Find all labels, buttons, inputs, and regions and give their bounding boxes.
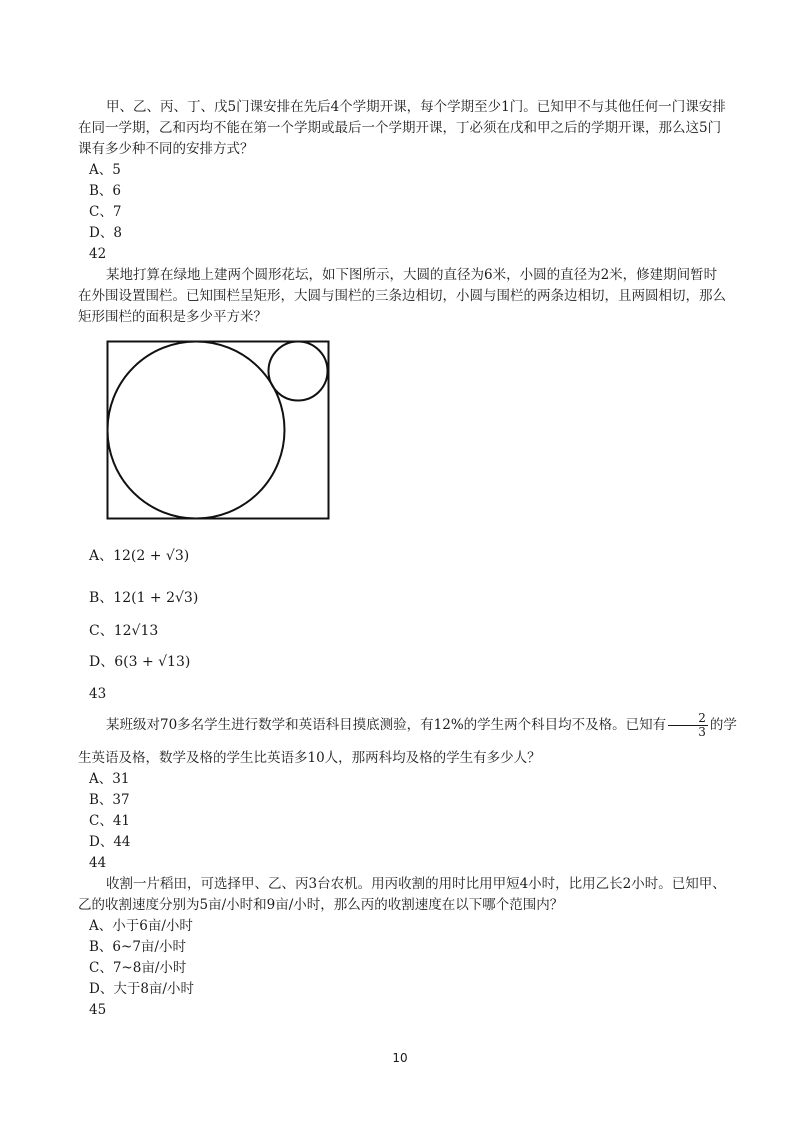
two-thirds-fraction — [668, 712, 708, 739]
q43-stem-line1 — [78, 711, 737, 739]
q44-stem: 收割一片稻田，可选择甲、乙、丙3台农机。用丙收割的用时比用甲短4小时，比用乙长2小时。已知甲、乙的收割速度分别为5亩/小时和9亩/小时，那么丙的收割速度在以下哪个范围内？ — [78, 876, 726, 913]
fraction-denominator: 3 — [698, 725, 706, 739]
q41-option-d: D、8 — [89, 225, 122, 241]
q44-option-b: B、6~7亩/小时 — [89, 939, 186, 955]
small-circle — [269, 342, 328, 401]
q43-number: 43 — [89, 686, 107, 702]
q41-option-b: B、6 — [89, 183, 122, 199]
q44-number: 44 — [89, 855, 107, 871]
q43-option-d: D、44 — [89, 834, 131, 850]
q42-stem: 某地打算在绿地上建两个圆形花坛，如下图所示，大圆的直径为6米，小圆的直径为2米，修建期间暂时在外围设置围栏。已知围栏呈矩形，大圆与围栏的三条边相切，小圆与围栏的两条边相切，且两圆相切，那么矩形围栏的面积是多少平方米？ — [78, 267, 726, 325]
q43-option-c: C、41 — [89, 813, 131, 829]
q45-number: 45 — [89, 1002, 107, 1018]
q42-option-a: A、12(2 + √3) — [89, 548, 190, 564]
q43-stem-line2: 生英语及格，数学及格的学生比英语多10人，那两科均及格的学生有多少人？ — [78, 750, 541, 766]
q42-option-c: C、12√13 — [89, 623, 159, 639]
q41-option-c: C、7 — [89, 204, 122, 220]
page-number: 10 — [392, 1051, 408, 1065]
rectangular-fence — [108, 342, 329, 519]
q43-option-b: B、37 — [89, 792, 130, 808]
q41-option-a: A、5 — [89, 162, 121, 178]
large-circle — [108, 342, 285, 519]
q43-option-a: A、31 — [89, 771, 130, 787]
fence-circles-figure — [104, 338, 334, 524]
fraction-numerator: 2 — [668, 712, 708, 726]
q41-stem: 甲、乙、丙、丁、戊5门课安排在先后4个学期开课，每个学期至少1门。已知甲不与其他任何一门课安排在同一学期，乙和丙均不能在第一个学期或最后一个学期开课，丁必须在戊和甲之后的学期开课，那么这5门课有多少种不同的安排方式？ — [78, 99, 726, 157]
q42-number: 42 — [89, 246, 107, 262]
q42-option-b: B、12(1 + 2√3) — [89, 590, 199, 606]
q43-stem-part1: 某班级对70多名学生进行数学和英语科目摸底测验，有12%的学生两个科目均不及格。已知有 — [106, 717, 667, 733]
q42-option-d: D、6(3 + √13) — [89, 654, 191, 670]
q44-option-c: C、7~8亩/小时 — [89, 960, 187, 976]
q44-option-a: A、小于6亩/小时 — [89, 918, 193, 934]
q43-stem-part2: 的学 — [709, 717, 737, 733]
q44-option-d: D、大于8亩/小时 — [89, 981, 194, 997]
